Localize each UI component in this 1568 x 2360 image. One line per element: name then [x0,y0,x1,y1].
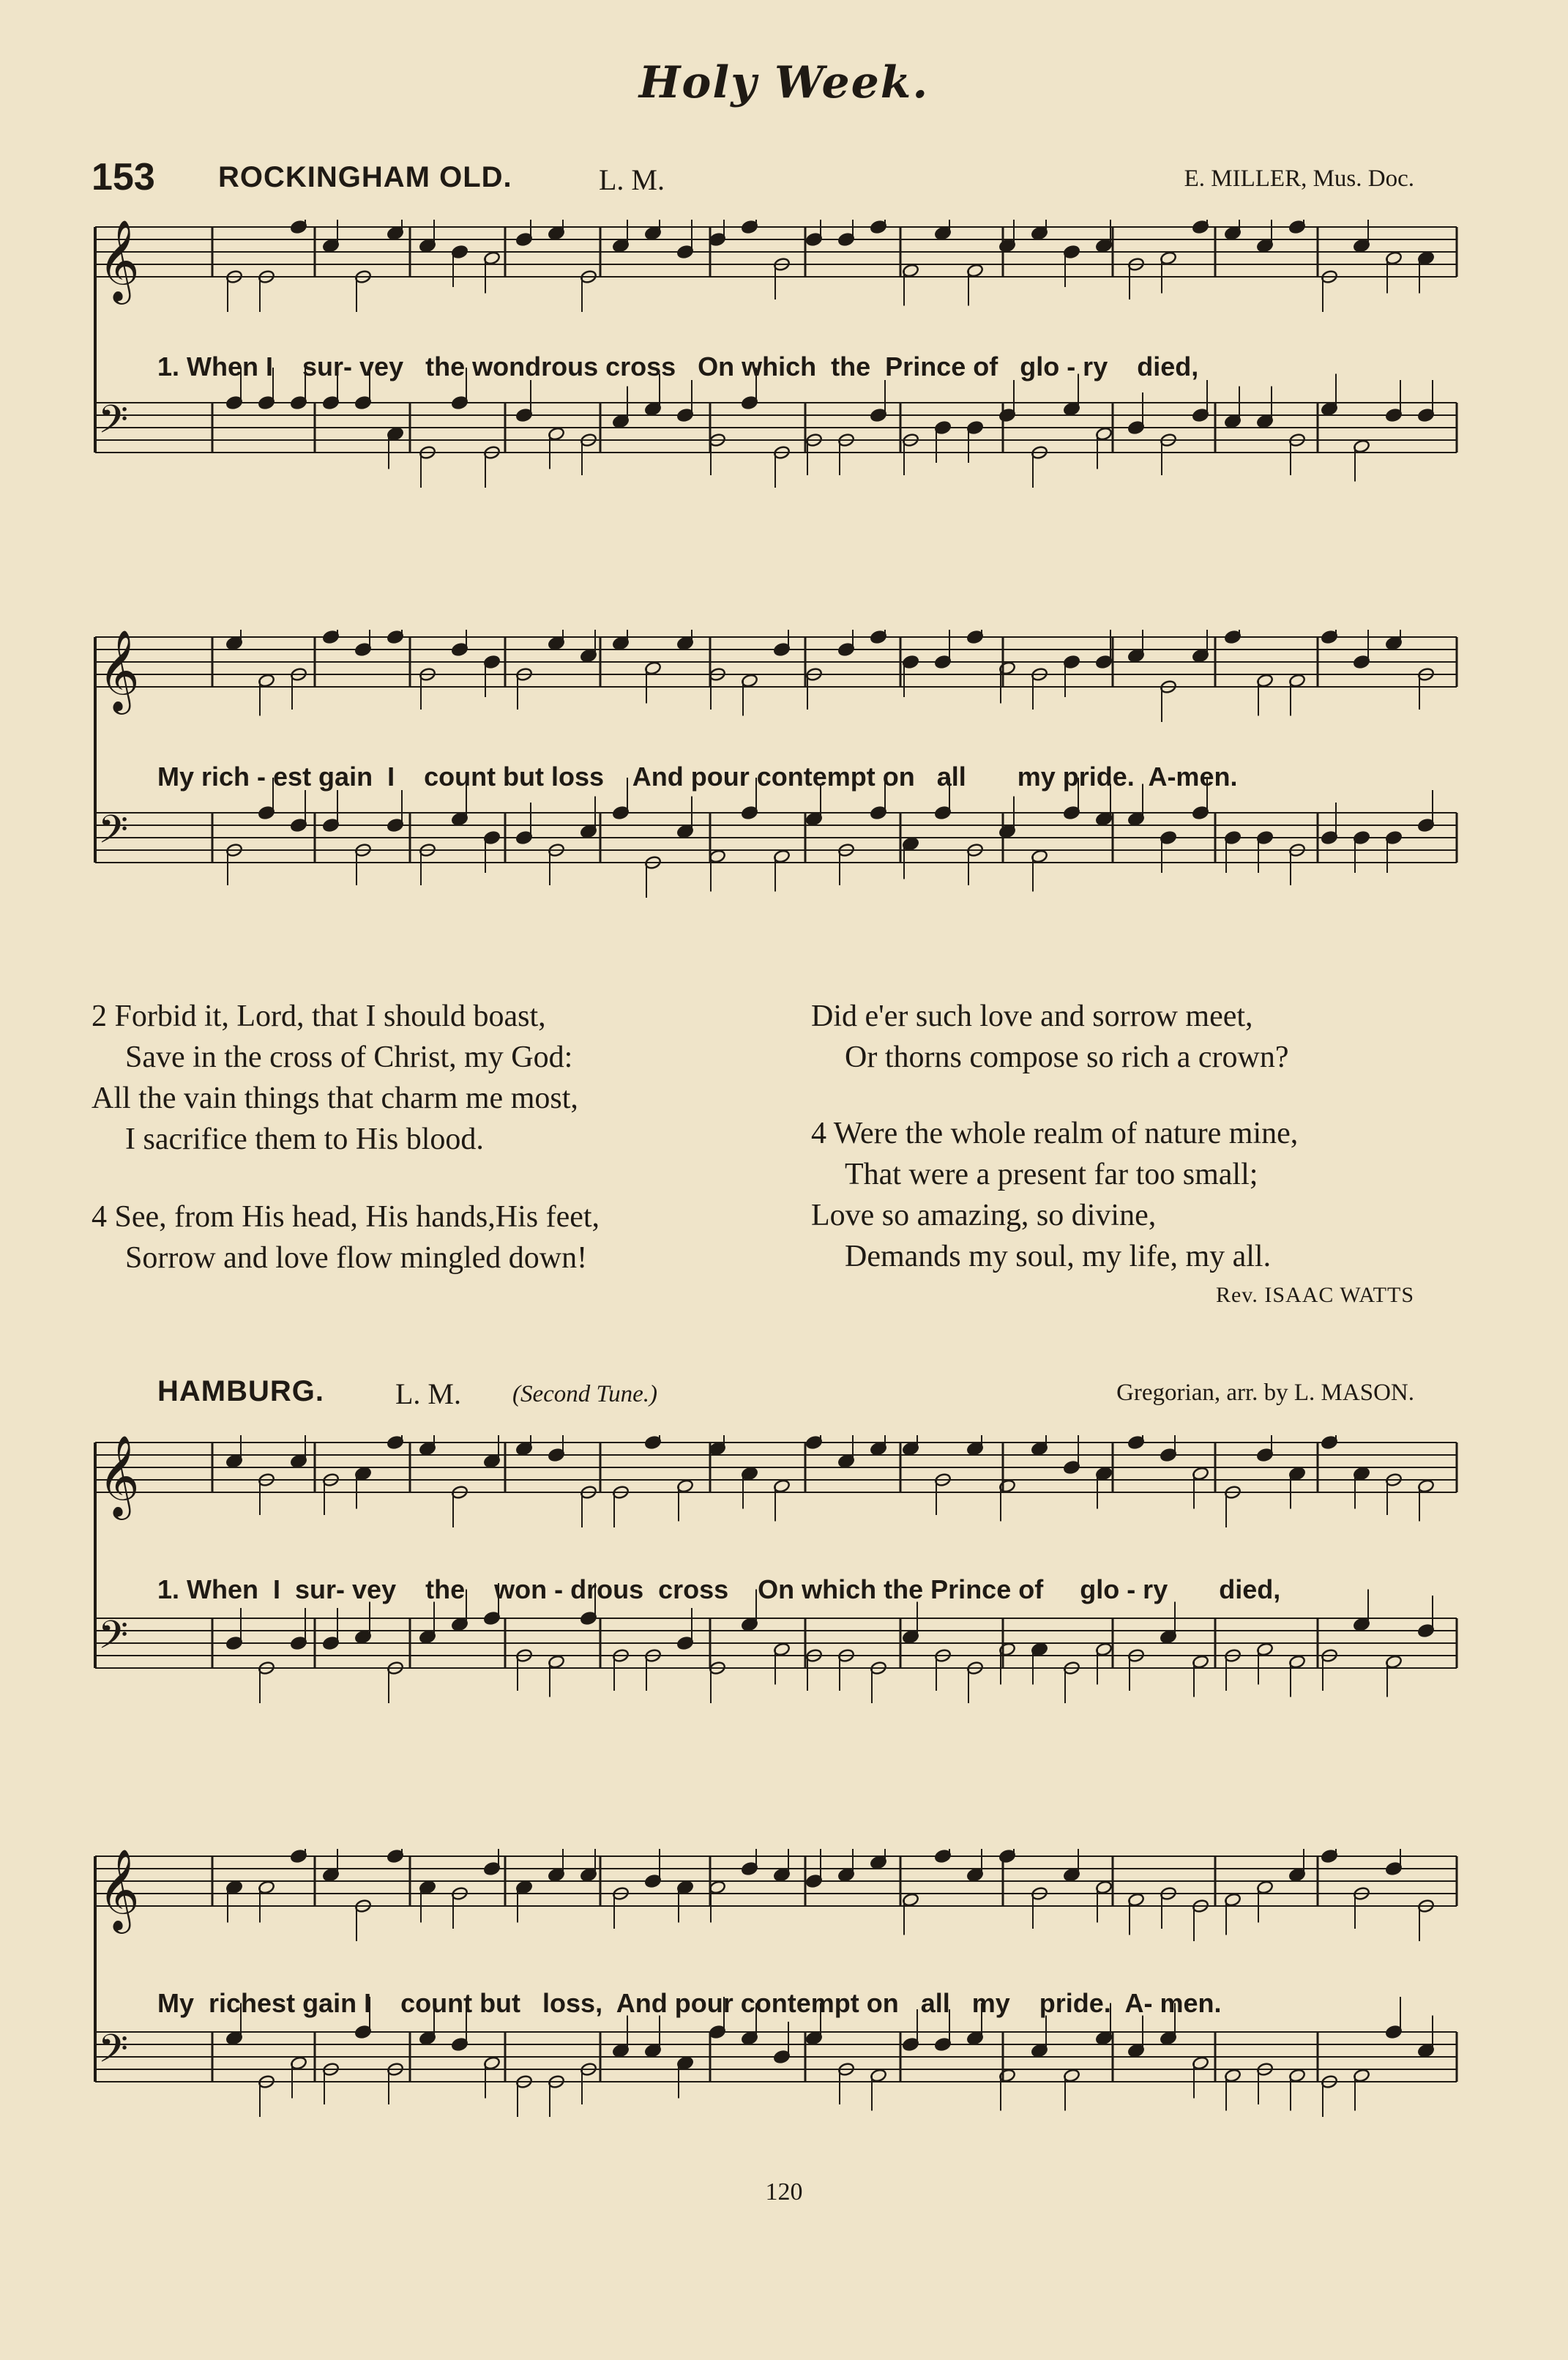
hamburg-header [0,1369,1568,1421]
verse-line: That were a present far too small; [845,1158,1258,1191]
composer: Gregorian, arr. by L. MASON. [1116,1380,1414,1406]
verse-line: 4 Were the whole realm of nature mine, [811,1117,1299,1150]
composer: E. MILLER, Mus. Doc. [1184,165,1414,192]
verse-line: Sorrow and love flow mingled down! [125,1241,588,1275]
treble-clef-icon: 𝄞 [98,220,140,301]
music-system-1 [0,220,1568,542]
author-attribution: Rev. ISAAC WATTS [1215,1283,1414,1307]
verses-left-column [92,996,600,1278]
meter: L. M. [395,1377,461,1410]
lyrics-line: 1. When I sur- vey the won - drous cross On which the Prince of glo - ry died, [157,1574,1281,1604]
music-system-2 [0,630,1568,952]
lyrics-line: My rich - est gain I count but loss And pour contempt on all my pride. A-men. [157,762,1238,792]
meter: L. M. [599,163,665,196]
verse-line: Or thorns compose so rich a crown? [845,1041,1289,1074]
verse-line: Save in the cross of Christ, my God: [125,1041,573,1074]
treble-clef-icon: 𝄞 [98,1849,140,1930]
hymn-153-header [0,155,1568,206]
bass-clef-icon: 𝄢 [98,808,129,862]
verse-line: 2 Forbid it, Lord, that I should boast, [92,1000,546,1033]
hymn-number: 153 [92,156,155,198]
verse-line: Did e'er such love and sorrow meet, [811,1000,1253,1033]
music-system-4 [0,1849,1568,2171]
hymn-verses [92,996,1482,1325]
page-number: 120 [765,2178,803,2205]
tune-name: HAMBURG. [157,1375,324,1407]
second-tune-label: (Second Tune.) [512,1381,657,1407]
section-title: Holy Week. [638,57,930,108]
verse-line: Love so amazing, so divine, [811,1199,1157,1232]
treble-clef-icon: 𝄞 [98,630,140,711]
verse-line: All the vain things that charm me most, [92,1082,578,1115]
bass-clef-icon: 𝄢 [98,1613,129,1667]
verse-line: I sacrifice them to His blood. [125,1123,484,1156]
tune-name: ROCKINGHAM OLD. [218,161,512,193]
bass-clef-icon: 𝄢 [98,2027,129,2081]
verses-right-column [811,996,1298,1277]
lyrics-line: My richest gain I count but loss, And pour contempt on all my pride. A- men. [157,1988,1222,2018]
verse-line: 4 See, from His head, His hands,His feet, [92,1200,600,1234]
treble-clef-icon: 𝄞 [98,1435,140,1516]
music-system-3 [0,1435,1568,1757]
bass-clef-icon: 𝄢 [98,398,129,452]
lyrics-line: 1. When I sur- vey the wondrous cross On which the Prince of glo - ry died, [157,351,1199,381]
verse-line: Demands my soul, my life, my all. [845,1240,1272,1273]
